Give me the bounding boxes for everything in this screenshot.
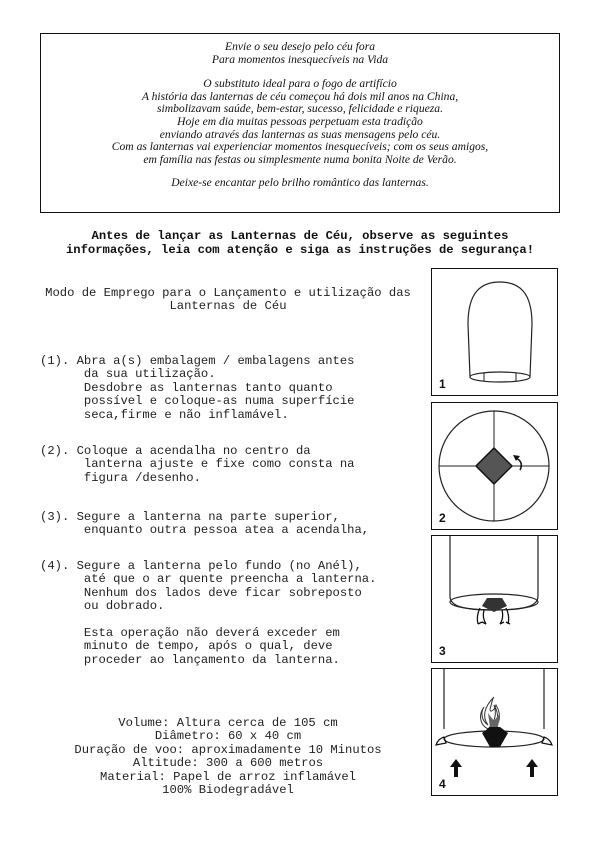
spec-line: Altitude: 300 a 600 metros: [132, 756, 324, 771]
specifications: [40, 717, 416, 797]
intro-line: simbolizavam saúde, bem-estar, sucesso, felicidade e riqueza.: [157, 102, 443, 116]
step-4: (4). Segure a lanterna pelo fundo (no Anél), até que o ar quente preencha a lanterna. Nenhum dos lados deve ficar sobreposto ou dobrado. Esta operação não deverá exceder em minuto de tempo, após o qual, deve proceder ao lançamento da lanterna.: [40, 559, 377, 667]
instructions-title: [28, 287, 428, 314]
spec-line: 100% Biodegradável: [162, 783, 294, 798]
panel-number: 4: [439, 777, 446, 791]
intro-line: Com as lanternas vai experienciar momentos inesquecíveis; com os seus amigos,: [111, 140, 489, 154]
figure-panel-1: [431, 268, 558, 396]
figure-panel-3: [431, 535, 558, 663]
intro-line: A história das lanternas de céu começou há dois mil anos na China,: [141, 89, 459, 103]
spec-line: Material: Papel de arroz inflamável: [100, 769, 356, 784]
warning-line-2: informações, leia com atenção e siga as instruções de segurança!: [65, 243, 535, 257]
instructions-title-line-2: Lanternas de Céu: [169, 299, 287, 314]
intro-line: Hoje em dia muitas pessoas perpetuam esta tradição: [177, 114, 423, 128]
safety-warning: [0, 229, 600, 257]
panel-number: 1: [439, 377, 446, 391]
step-1: (1). Abra a(s) embalagem / embalagens antes da sua utilização. Desdobre as lanternas tanto quanto possível e coloque-as numa superfície seca,firme e não inflamável.: [40, 354, 355, 422]
intro-box: [40, 33, 560, 213]
panel-number: 2: [439, 511, 446, 525]
inflating-lantern-illustration: [432, 669, 556, 794]
panel-number: 3: [439, 644, 446, 658]
intro-line: enviando através das lanternas as suas mensagens pelo céu.: [159, 127, 441, 141]
spec-line: Volume: Altura cerca de 105 cm: [118, 716, 338, 730]
step-2: (2). Coloque a acendalha no centro da lanterna ajuste e fixe como consta na figura /desenho.: [40, 444, 355, 485]
spec-line: Diâmetro: 60 x 40 cm: [154, 729, 302, 744]
lighting-lantern-illustration: [432, 536, 556, 661]
intro-line: Para momentos inesquecíveis na Vida: [211, 52, 389, 66]
intro-line: em família nas festas ou simplesmente numa bonita Noite de Verão.: [143, 152, 457, 166]
spec-line: Duração de voo: aproximadamente 10 Minutos: [74, 742, 382, 757]
intro-line: O substituto ideal para o fogo de artifício: [203, 77, 397, 91]
figure-panel-2: [431, 402, 558, 530]
intro-line: Deixe-se encantar pelo brilho romântico das lanternas.: [171, 176, 429, 190]
step-3: (3). Segure a lanterna na parte superior, enquanto outra pessoa atea a acendalha,: [40, 510, 370, 538]
intro-line: Envie o seu desejo pelo céu fora: [224, 40, 376, 53]
lantern-outline-illustration: [432, 269, 556, 394]
warning-line-1: Antes de lançar as Lanternas de Céu, observe as seguintes: [91, 229, 509, 243]
figure-panel-4: [431, 668, 558, 796]
instructions-title-line-1: Modo de Emprego para o Lançamento e utilização das: [45, 286, 411, 300]
fuel-cell-top-view-illustration: [432, 403, 556, 528]
